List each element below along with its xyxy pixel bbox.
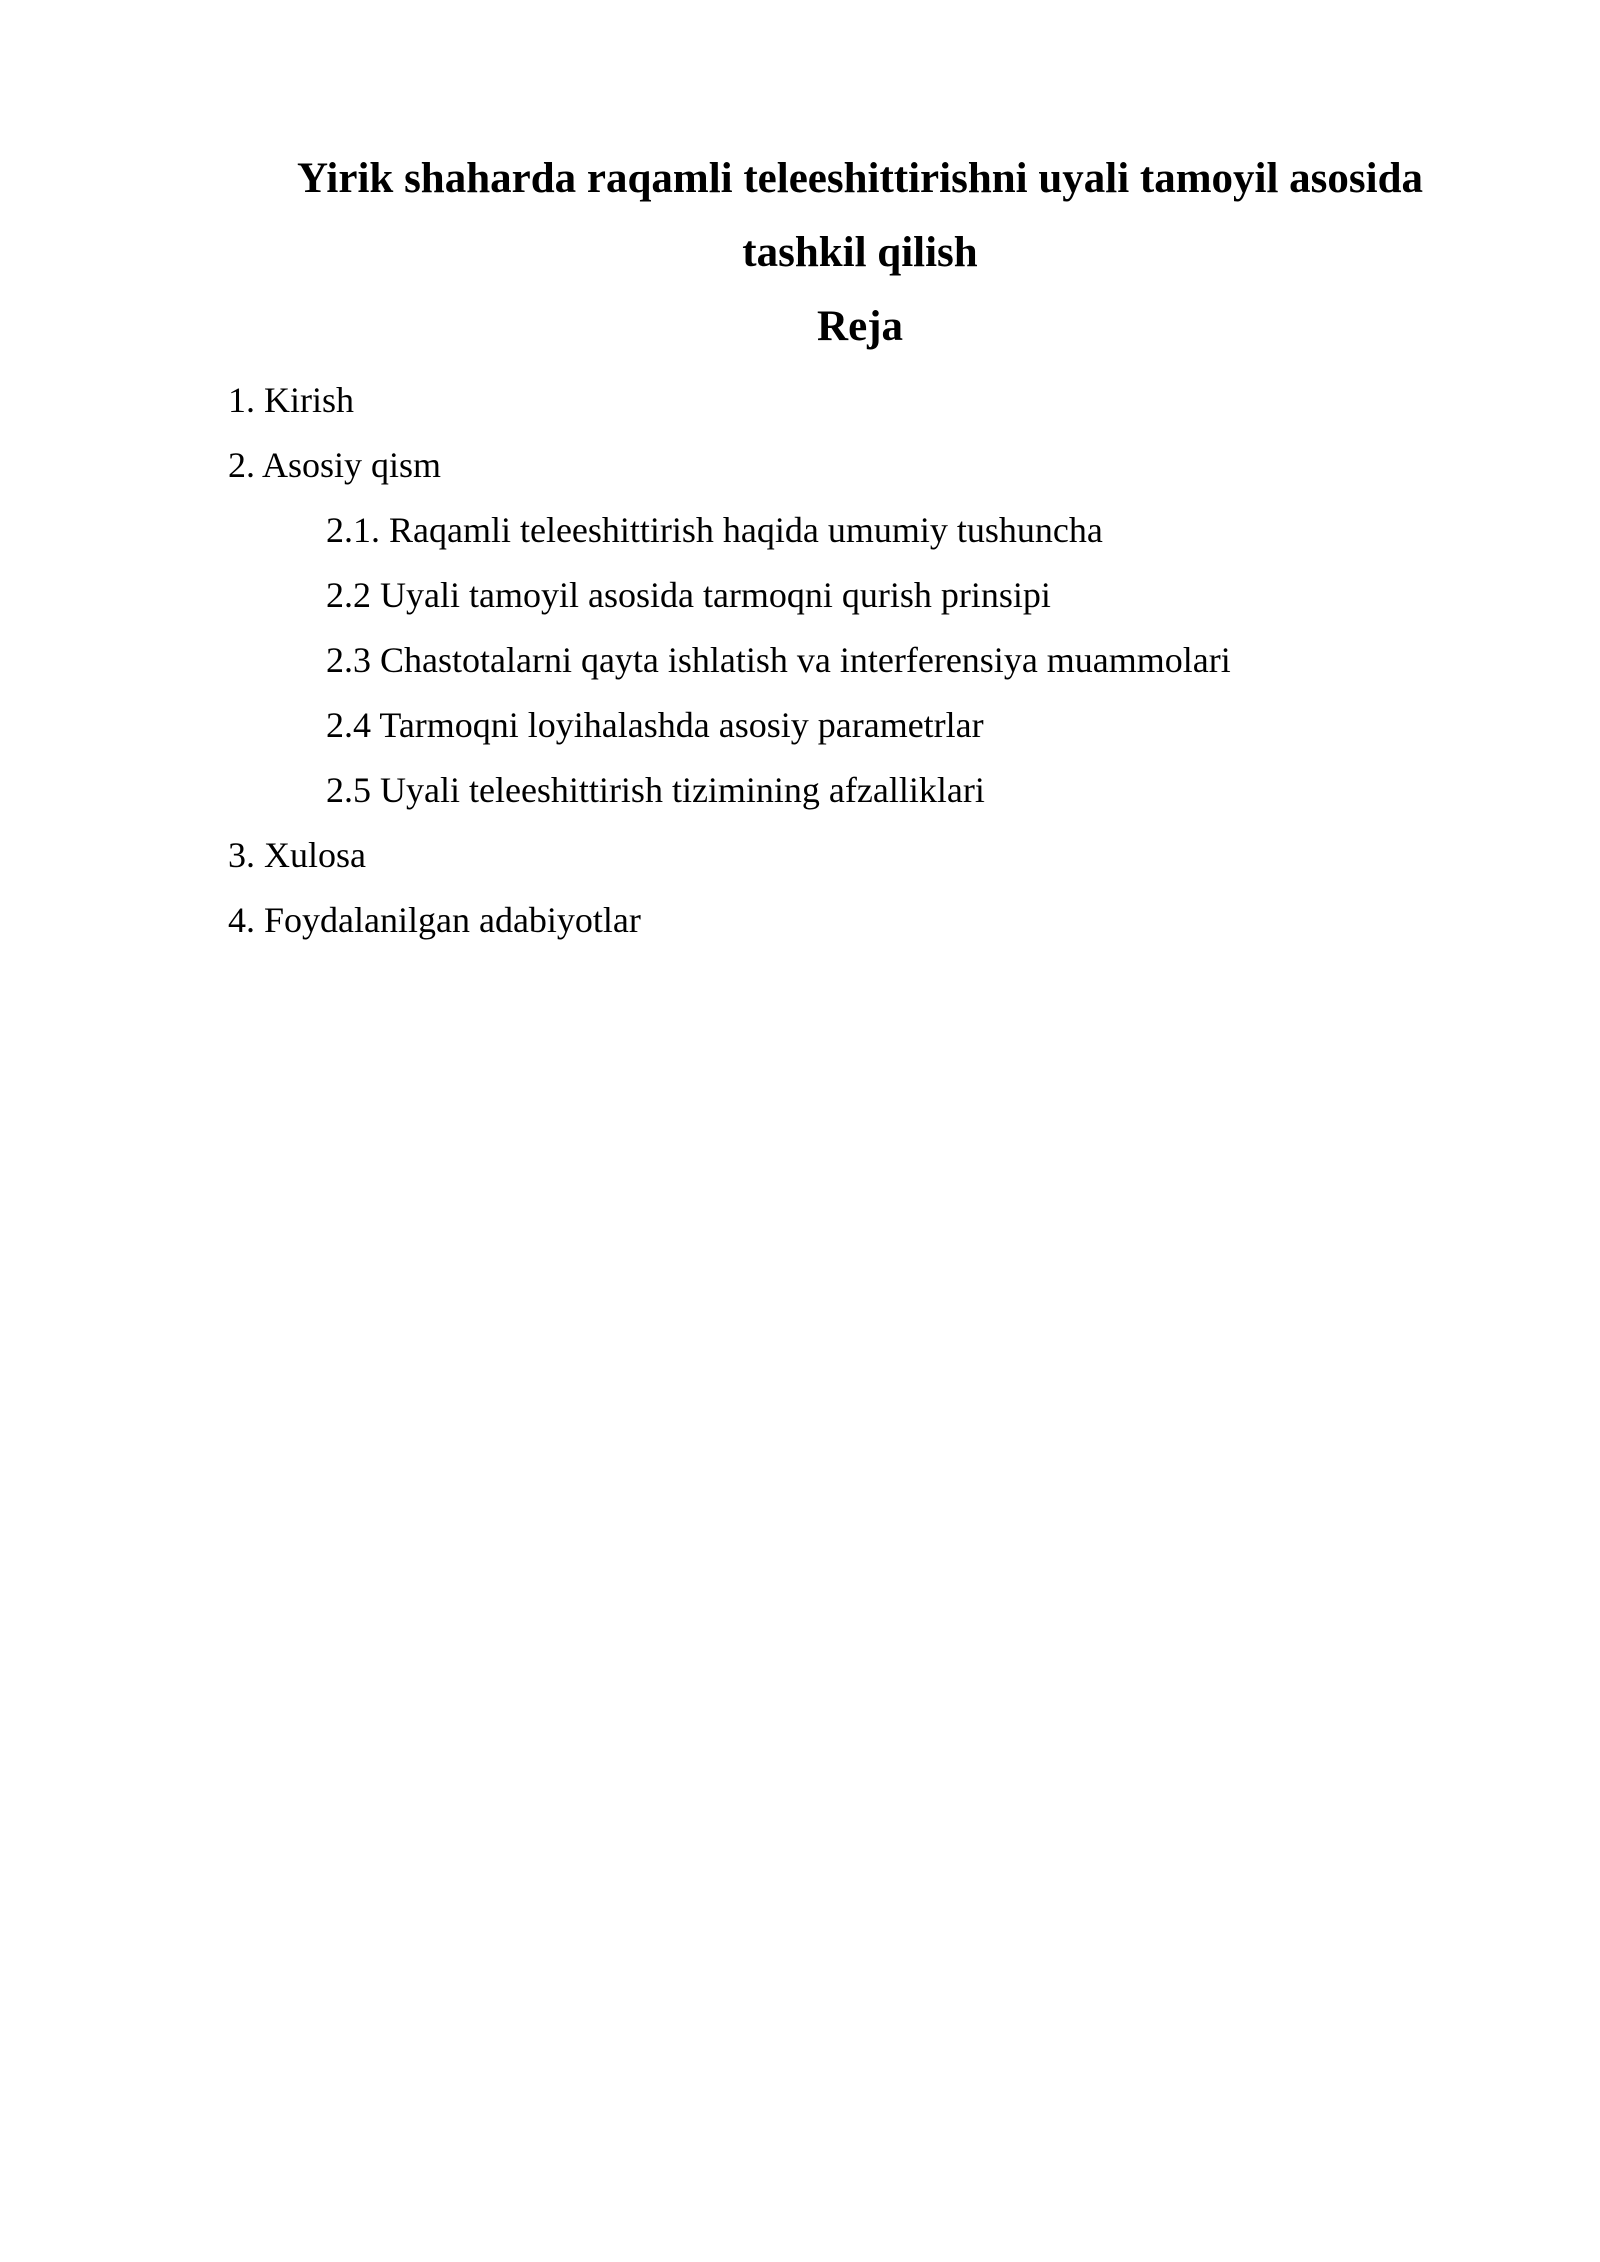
toc-item-adabiyotlar: 4. Foydalanilgan adabiyotlar [228, 900, 641, 940]
toc-item-2-2: 2.2 Uyali tamoyil asosida tarmoqni qurish prinsipi [326, 575, 1051, 615]
table-of-contents [0, 368, 1600, 953]
toc-item-kirish: 1. Kirish [228, 380, 354, 420]
toc-item-2-3: 2.3 Chastotalarni qayta ishlatish va interferensiya muammolari [326, 640, 1231, 680]
document-title-line-1: Yirik shaharda raqamli teleeshittirishni uyali tamoyil asosida [296, 155, 1424, 202]
toc-item-xulosa: 3. Xulosa [228, 835, 366, 875]
plan-heading: Reja [817, 303, 903, 350]
toc-item-asosiy-qism: 2. Asosiy qism [228, 445, 442, 485]
document-title-line-2: tashkil qilish [742, 229, 978, 276]
toc-item-2-1: 2.1. Raqamli teleeshittirish haqida umumiy tushuncha [326, 510, 1103, 550]
toc-item-2-5: 2.5 Uyali teleeshittirish tizimining afzalliklari [326, 770, 985, 810]
toc-item-2-4: 2.4 Tarmoqni loyihalashda asosiy parametrlar [326, 705, 984, 745]
